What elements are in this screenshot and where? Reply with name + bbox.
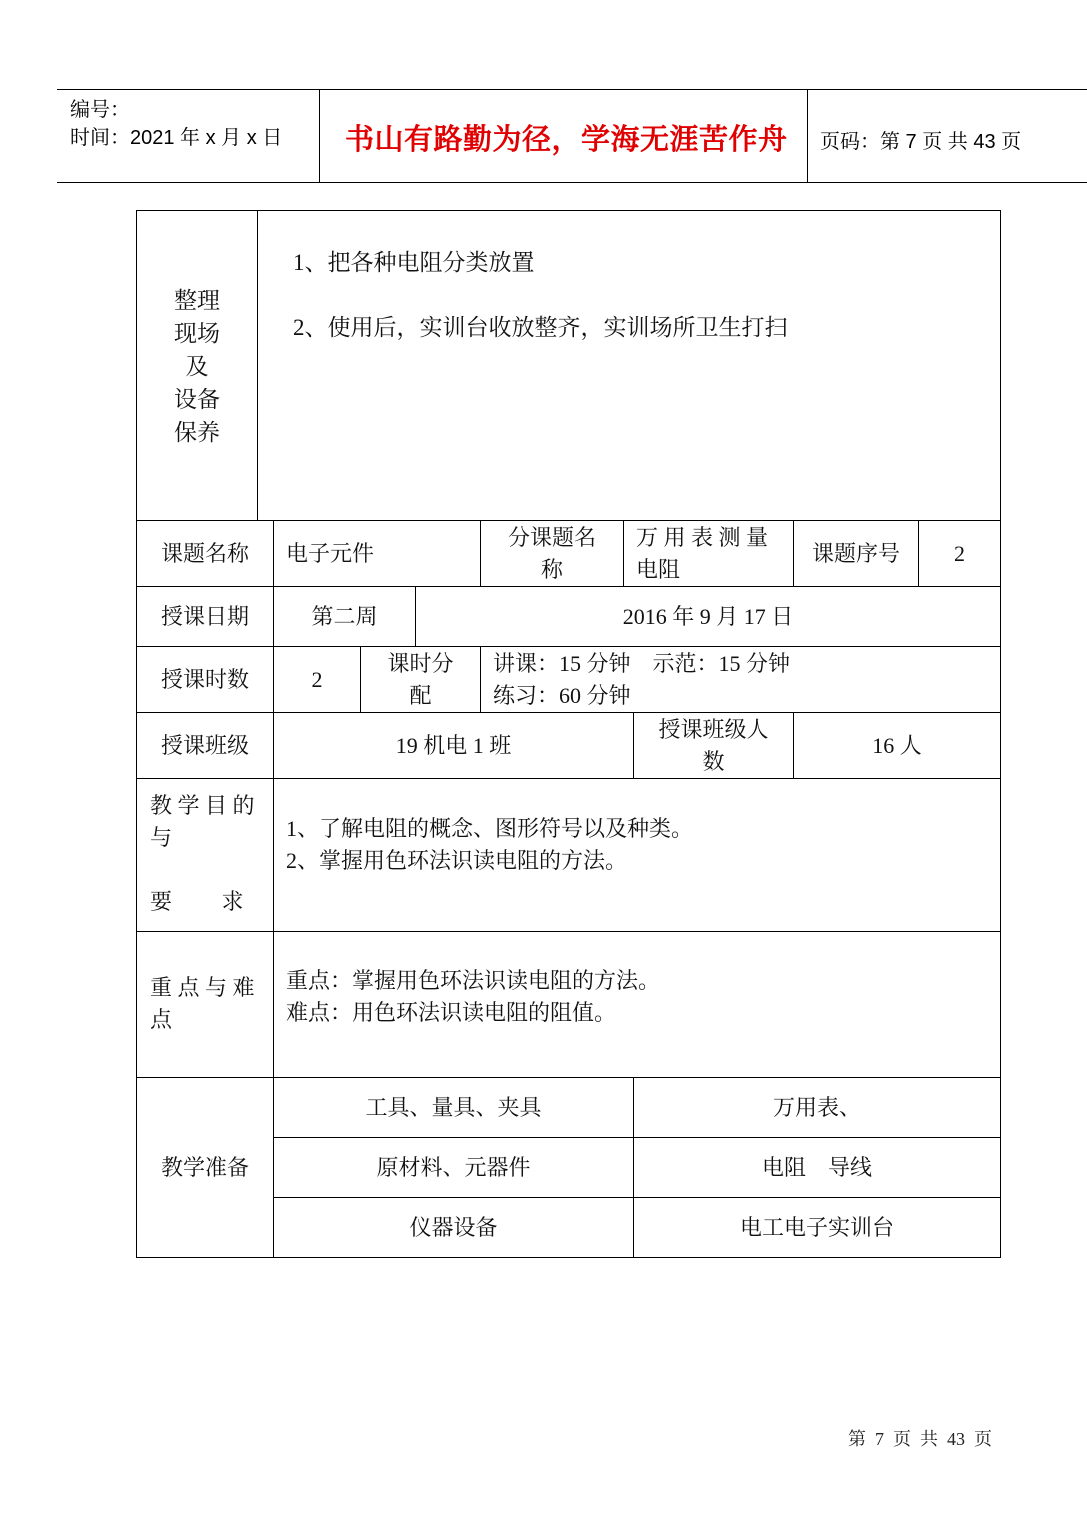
subtopic-value-line: 万 用 表 测 量 xyxy=(636,524,769,550)
objectives-label-line: 要 求 xyxy=(150,889,244,914)
allocation-label-line: 配 xyxy=(409,682,432,708)
subtopic-value-line: 电阻 xyxy=(636,556,681,582)
objectives-label xyxy=(150,790,262,918)
preparation-category: 仪器设备 xyxy=(409,1214,498,1240)
topic-label: 课题名称 xyxy=(160,540,249,566)
objective-item: 1、了解电阻的概念、图形符号以及种类。 xyxy=(286,816,694,841)
sequence-value: 2 xyxy=(954,540,965,566)
objective-item: 2、掌握用色环法识读电阻的方法。 xyxy=(286,848,628,873)
header-motto: 书山有路勤为径，学海无涯苦作舟 xyxy=(345,122,788,156)
objectives-label-line: 教 学 目 的 xyxy=(150,793,255,818)
cleanup-item: 1、把各种电阻分类放置 xyxy=(293,250,535,275)
subtopic-label-line: 称 xyxy=(540,556,563,582)
preparation-value: 电工电子实训台 xyxy=(739,1214,894,1240)
hours-value: 2 xyxy=(311,666,323,692)
preparation-label: 教学准备 xyxy=(160,1154,249,1180)
class-count-label xyxy=(634,713,793,778)
objectives-list xyxy=(286,813,693,877)
subtopic-label xyxy=(481,521,623,586)
class-count-value: 16 人 xyxy=(872,732,922,758)
preparation-value: 万用表、 xyxy=(772,1094,861,1120)
cleanup-label-line: 保养 xyxy=(174,420,220,445)
sequence-label: 课题序号 xyxy=(811,540,900,566)
date-value: 2016 年 9 月 17 日 xyxy=(622,603,794,629)
cleanup-label-line: 及 xyxy=(185,354,209,379)
document-time-label: 时间：2021 年 x 月 x 日 xyxy=(70,127,283,149)
key-points-label xyxy=(150,972,262,1036)
cleanup-item: 2、使用后，实训台收放整齐，实训场所卫生打扫 xyxy=(293,315,788,340)
header-page-label: 页码：第 7 页 共 43 页 xyxy=(820,131,1022,153)
allocation-line: 练习：60 分钟 xyxy=(493,682,631,708)
key-points-label-line: 点 xyxy=(150,1007,173,1032)
document-number-label: 编号： xyxy=(70,99,130,121)
class-count-label-line: 数 xyxy=(702,748,725,774)
cleanup-label-line: 整理 xyxy=(174,288,220,313)
objectives-label-line: 与 xyxy=(150,825,173,850)
subtopic-label-line: 分课题名 xyxy=(507,524,596,550)
subtopic-value xyxy=(624,521,793,586)
key-point-text: 重点：掌握用色环法识读电阻的方法。 xyxy=(286,968,661,993)
hours-label: 授课时数 xyxy=(160,666,249,692)
class-label: 授课班级 xyxy=(160,732,249,758)
cleanup-label-line: 设备 xyxy=(174,387,220,412)
allocation-value xyxy=(481,647,1000,712)
preparation-category: 工具、量具、夹具 xyxy=(365,1094,542,1120)
allocation-line: 讲课：15 分钟 示范：15 分钟 xyxy=(493,650,791,676)
preparation-value: 电阻 导线 xyxy=(761,1154,872,1180)
topic-value: 电子元件 xyxy=(286,540,375,566)
difficulty-text: 难点：用色环法识读电阻的阻值。 xyxy=(286,1000,617,1025)
preparation-category: 原材料、元器件 xyxy=(376,1154,531,1180)
class-value: 19 机电 1 班 xyxy=(395,732,512,758)
cleanup-label-line: 现场 xyxy=(174,321,220,346)
page-footer: 第 7 页 共 43 页 xyxy=(848,1429,992,1449)
allocation-label xyxy=(361,647,480,712)
date-label: 授课日期 xyxy=(160,603,249,629)
class-count-label-line: 授课班级人 xyxy=(658,716,769,742)
allocation-label-line: 课时分 xyxy=(387,650,454,676)
week-value: 第二周 xyxy=(311,603,378,629)
cleanup-label xyxy=(137,284,257,449)
key-points-label-line: 重 点 与 难 xyxy=(150,975,255,1000)
key-points-content xyxy=(286,965,660,1029)
